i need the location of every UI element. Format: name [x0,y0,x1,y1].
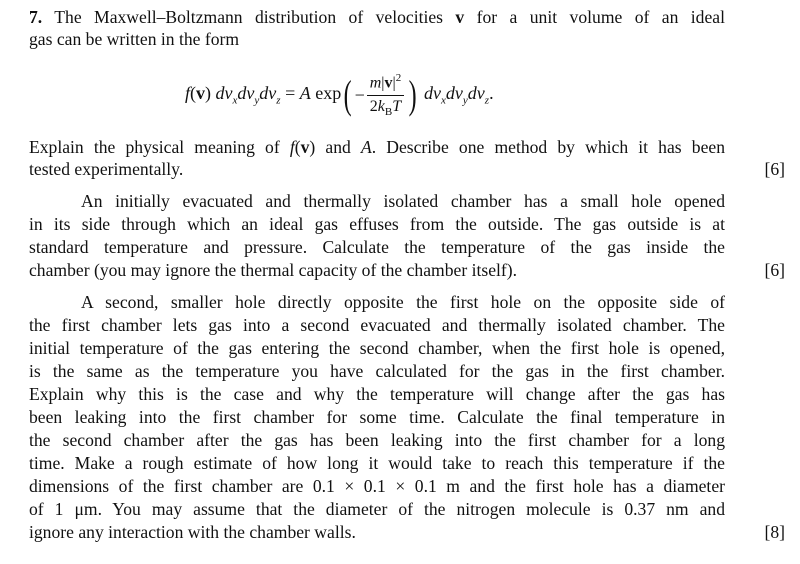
left-paren: ( [343,72,352,117]
part3-line-11: ignore any interaction with the chamber walls. [29,522,356,542]
part3-line-10: of 1 μm. You may assume that the diameter of the nitrogen molecule is 0.37 nm and [29,499,725,519]
part3-line-8: time. Make a rough estimate of how long it would take to reach this temperature if the [29,453,725,473]
part3-line-4: is the same as the temperature you have calculated for the gas in the first chamber. [29,361,725,381]
part2-marks: [6] [764,260,785,280]
part2-line-3: standard temperature and pressure. Calculate the temperature of the gas inside the [29,237,725,257]
part3-line-1: A second, smaller hole directly opposite the first hole on the opposite side of [81,292,725,312]
intro-line-2: gas can be written in the form [29,29,240,49]
part3-line-5: Explain why this is the case and why the temperature will change after the gas has [29,384,725,404]
right-paren: ) [408,72,417,117]
part3-line-3: initial temperature of the gas entering the second chamber, when the first hole is opened, [29,338,725,358]
part2-line-4: chamber (you may ignore the thermal capacity of the chamber itself). [29,260,518,280]
part2-line-1: An initially evacuated and thermally isolated chamber has a small hole opened [81,191,725,211]
exponent-fraction [367,68,404,122]
part1-line-2: tested experimentally. [29,159,184,179]
equation-lhs: f(v) $dv_xdv_ydv_z = A$ exp [185,83,342,107]
fraction-numerator: $m|v|^2$ [369,72,402,92]
part3-line-2: the first chamber lets gas into a second evacuated and thermally isolated chamber. The [29,315,725,335]
part1-marks: [6] [764,159,785,179]
part3-line-6: been leaking into the first chamber for some time. Calculate the final temperature in [29,407,725,427]
fraction-denominator: $2k_BT$ [367,95,404,122]
question-number: 7. [29,7,43,27]
intro-line-1: 7. The Maxwell–Boltzmann distribution of velocities v for a unit volume of an ideal [29,7,725,27]
part1-line-1: Explain the physical meaning of f(v) and A. Describe one method by which it has been [29,137,725,157]
maxwell-boltzmann-equation: f(v) $dv_xdv_ydv_z = A$ exp ( − $\frac{m|v|^2}{2k_BT}$ ) $dv_xdv_ydv_z$. [185,66,494,124]
part3-line-9: dimensions of the first chamber are 0.1 × 0.1 × 0.1 m and the first hole has a diameter [29,476,725,496]
part3-marks: [8] [764,522,785,542]
equation-rhs: $dv_xdv_ydv_z$. [424,83,494,107]
part3-line-7: the second chamber after the gas has been leaking into the first chamber for a long [29,430,725,450]
part2-line-2: in its side through which an ideal gas effuses from the outside. The gas outside is at [29,214,725,234]
